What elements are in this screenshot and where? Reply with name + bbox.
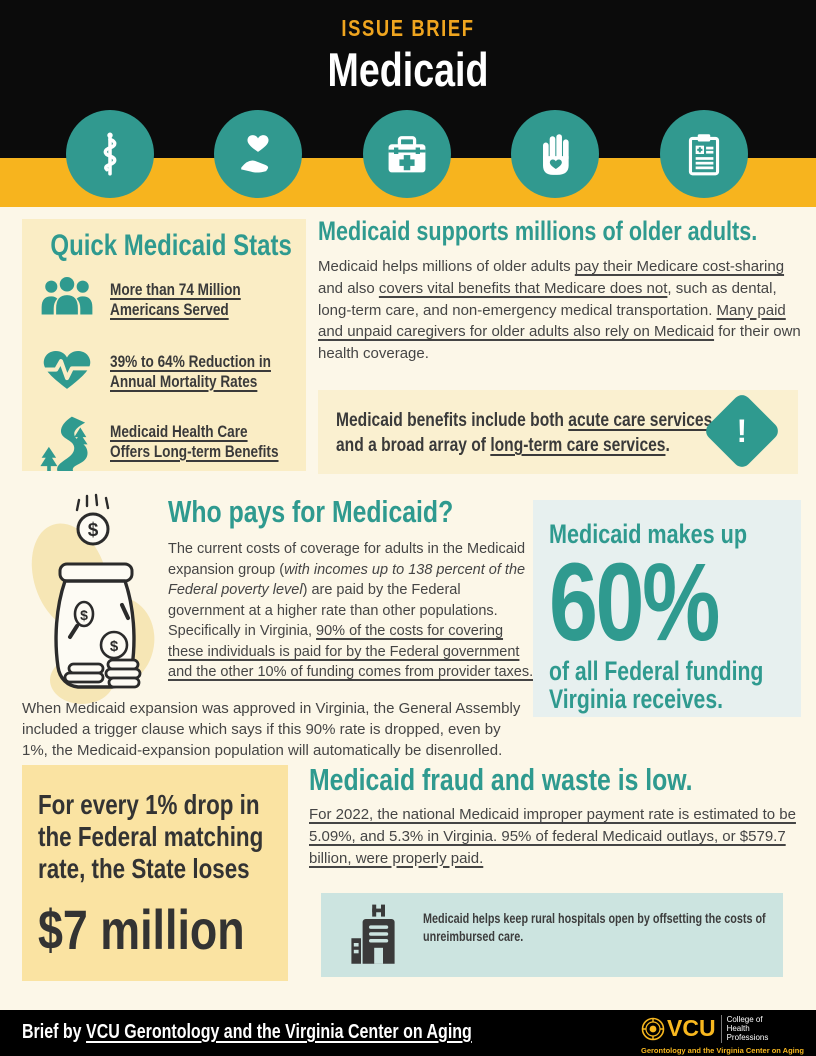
medical-clipboard-icon [660,110,748,198]
text-run: with incomes up to 138 percent of the Federal poverty level [168,561,526,599]
text-run: Medicaid helps millions of older adults [318,258,575,275]
footer-prefix: Brief by [22,1021,87,1043]
supports-heading: Medicaid supports millions of older adults. [318,216,758,246]
quick-stats-title: Quick Medicaid Stats [50,229,292,262]
sixty-percent-box [533,500,801,717]
text-link[interactable]: 90% of the costs for covering these individuals is paid for by the Federal government and the other 10% of funding comes from provider taxes. [168,623,534,681]
svg-text:$: $ [109,638,119,655]
fraud-heading: Medicaid fraud and waste is low. [309,762,693,797]
supports-paragraph [318,256,802,365]
seven-million-box [22,765,288,981]
seven-lead: For every 1% drop in the Federal matching rate, the State loses [38,789,264,884]
text-run: Medicaid benefits include both [336,409,569,431]
rural-hospital-note [321,893,783,977]
sixty-value: 60% [549,540,718,664]
text-link[interactable]: covers vital benefits that Medicare does not [378,279,668,297]
trigger-clause-paragraph: When Medicaid expansion was approved in Virginia, the General Assembly included a trigger clause which says if this 90% rate is dropped, even by 1%, the Medicaid-expansion population will automatically be disenrolled. [22,700,521,759]
svg-text:$: $ [80,607,88,623]
quick-stats-box [22,219,306,471]
svg-text:$: $ [87,520,99,541]
stat-label[interactable]: Medicaid Health Care Offers Long-term Benefits [110,421,279,461]
who-pays-heading: Who pays for Medicaid? [168,494,454,529]
sixty-lead: Medicaid makes up [549,519,748,549]
hand-with-heart-icon [511,110,599,198]
text-run: ) are paid by the Federal government at a higher rate than other populations. Specifically in Virginia, [168,582,498,640]
vcu-college-label: College of Health Professions [721,1015,783,1043]
first-aid-kit-icon [363,110,451,198]
money-jar-illustration [22,492,167,707]
footer [0,1010,816,1056]
supports-section [318,216,802,365]
footer-link[interactable]: VCU Gerontology and the Virginia Center on Aging [86,1021,472,1043]
hospital-note-text: Medicaid helps keep rural hospitals open by offsetting the costs of unreimbursed care. [423,911,766,945]
alert-diamond-icon: ! [702,391,781,470]
benefits-callout [318,390,798,474]
footer-brief [22,1021,584,1044]
vcu-acronym: VCU [667,1015,716,1042]
vcu-logo [641,1015,811,1055]
people-group-icon [38,271,96,329]
fraud-section [309,762,809,869]
text-run: . [665,434,670,457]
text-run: and also [318,279,379,297]
seven-value: $7 million [38,897,245,961]
stat-item [38,271,325,329]
sixty-tail: of all Federal funding Virginia receives. [549,655,764,714]
stat-item [38,343,325,401]
text-link[interactable]: long-term care services [490,434,666,457]
stat-label[interactable]: 39% to 64% Reduction in Annual Mortality Rates [110,351,271,391]
text-link[interactable]: acute care services [568,409,713,431]
stat-item [38,413,325,471]
vcu-unit-label: Gerontology and the Virginia Center on Aging [641,1045,804,1055]
heart-pulse-icon [38,343,96,401]
heart-in-hand-icon [214,110,302,198]
icon-row [0,110,816,198]
text-run: and a broad array of [336,434,491,457]
text-run: for their own health coverage. [318,323,801,362]
who-pays-section [168,494,540,683]
stat-label[interactable]: More than 74 Million Americans Served [110,279,241,319]
text-link[interactable]: pay their Medicare cost-sharing [574,258,785,275]
page-title: Medicaid [327,43,489,96]
kicker: ISSUE BRIEF [341,15,475,41]
hospital-building-icon [345,899,409,971]
vcu-medallion-icon [641,1017,665,1041]
text-run: The current costs of coverage for adults in the Medicaid expansion group ( [168,541,526,578]
rod-of-asclepius-icon [66,110,154,198]
text-link[interactable]: For 2022, the national Medicaid improper payment rate is estimated to be 5.09%, and 5.3% in Virginia. 95% of federal Medicaid outlays, or $579.7 billion, were properly paid. [309,806,796,867]
who-pays-paragraph [168,539,540,683]
fraud-paragraph [309,804,809,869]
winding-road-icon [38,413,96,471]
text-link[interactable]: Many paid and unpaid caregivers for older adults also rely on Medicaid [318,301,786,341]
text-run: , such as dental, long-term care, and non-emergency medical transportation. [318,279,777,319]
